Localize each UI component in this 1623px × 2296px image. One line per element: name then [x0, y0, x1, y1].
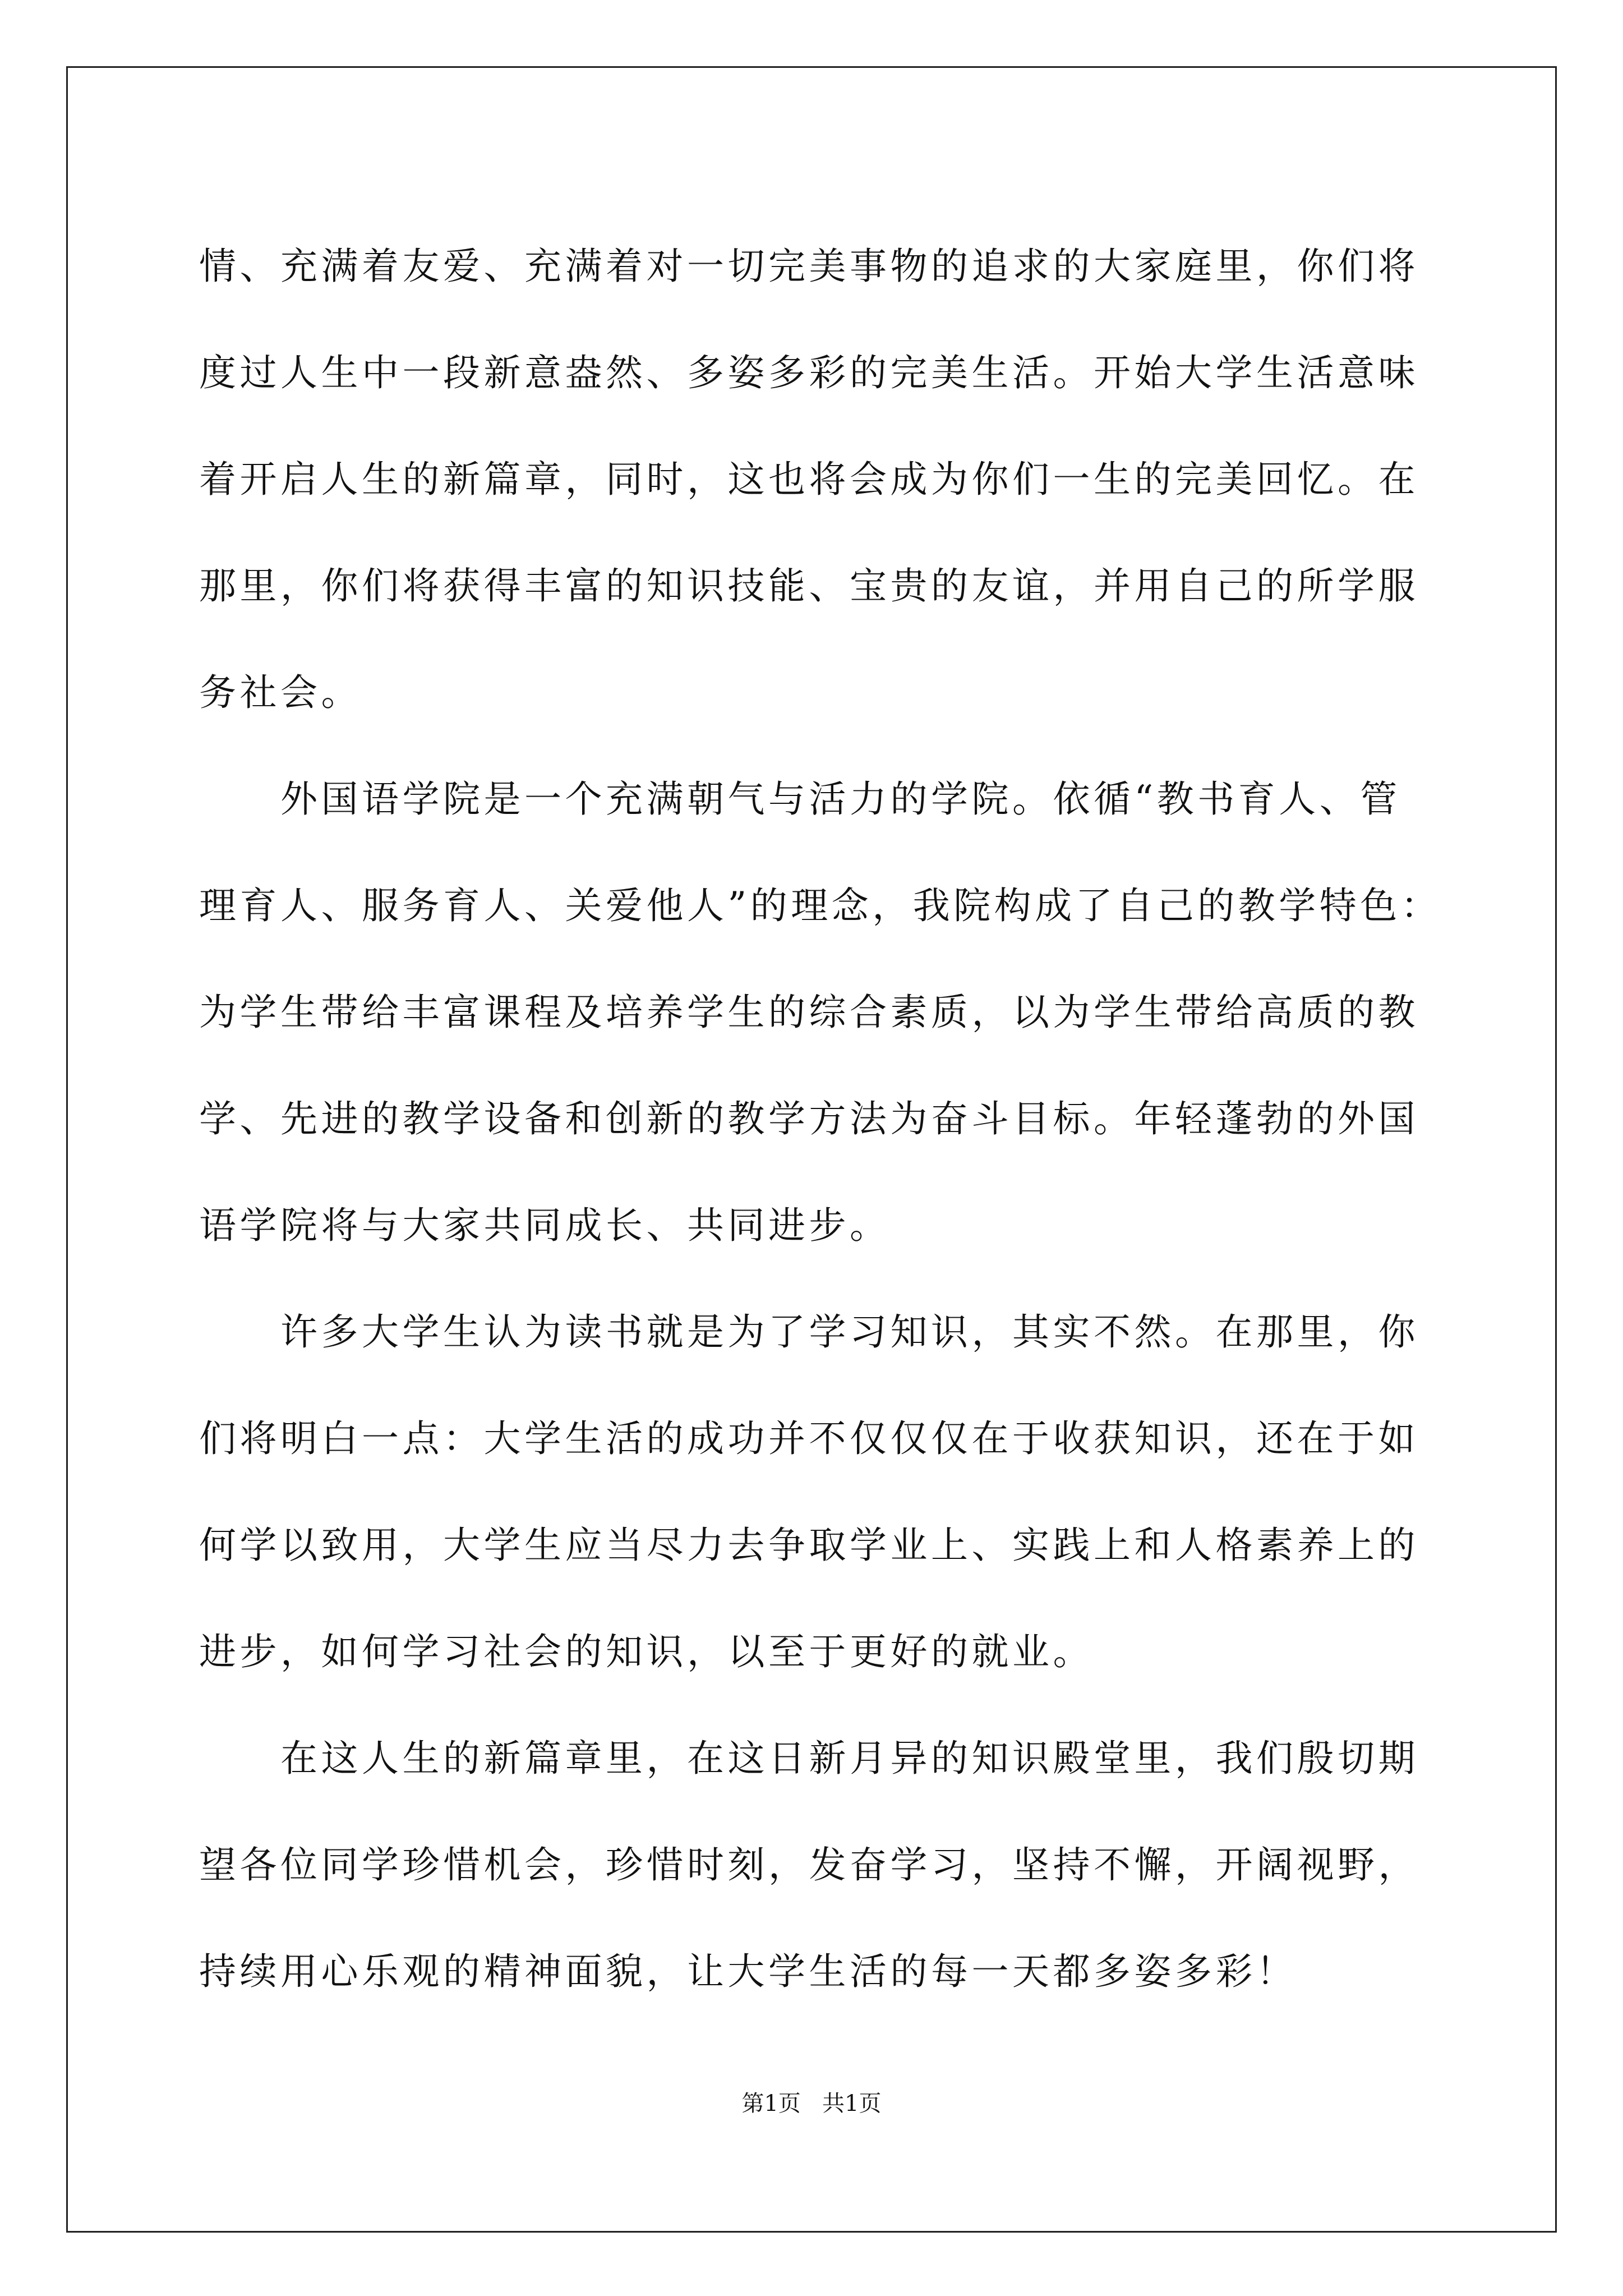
- text-line: 学、先进的教学设备和创新的教学方法为奋斗目标。年轻蓬勃的外国: [199, 1097, 1419, 1140]
- paragraph-start-line: 在这人生的新篇章里，在这日新月异的知识殿堂里，我们殷切期: [280, 1737, 1419, 1780]
- text-line: 持续用心乐观的精神面貌，让大学生活的每一天都多姿多彩！: [199, 1950, 1297, 1993]
- paragraph-start-line: 外国语学院是一个充满朝气与活力的学院。依循“教书育人、管: [280, 777, 1401, 821]
- text-line: 何学以致用，大学生应当尽力去争取学业上、实践上和人格素养上的: [199, 1524, 1419, 1567]
- paragraph-start-line: 许多大学生认为读书就是为了学习知识，其实不然。在那里，你: [280, 1310, 1419, 1354]
- text-line: 语学院将与大家共同成长、共同进步。: [199, 1204, 891, 1247]
- text-line: 理育人、服务育人、关爱他人”的理念，我院构成了自己的教学特色：: [199, 884, 1442, 927]
- text-line: 进步，如何学习社会的知识，以至于更好的就业。: [199, 1630, 1094, 1673]
- document-body: [199, 213, 1442, 2025]
- text-line: 着开启人生的新篇章，同时，这也将会成为你们一生的完美回忆。在: [199, 458, 1419, 501]
- text-line: 情、充满着友爱、充满着对一切完美事物的追求的大家庭里，你们将: [199, 245, 1419, 288]
- text-line: 那里，你们将获得丰富的知识技能、宝贵的友谊，并用自己的所学服: [199, 564, 1419, 608]
- page-footer: 第1页 共1页: [741, 2091, 882, 2116]
- text-line: 望各位同学珍惜机会，珍惜时刻，发奋学习，坚持不懈，开阔视野，: [199, 1843, 1419, 1887]
- text-line: 们将明白一点：大学生活的成功并不仅仅仅在于收获知识，还在于如: [199, 1417, 1419, 1460]
- text-line: 为学生带给丰富课程及培养学生的综合素质，以为学生带给高质的教: [199, 991, 1419, 1034]
- text-line: 度过人生中一段新意盎然、多姿多彩的完美生活。开始大学生活意味: [199, 351, 1419, 394]
- text-line: 务社会。: [199, 671, 362, 714]
